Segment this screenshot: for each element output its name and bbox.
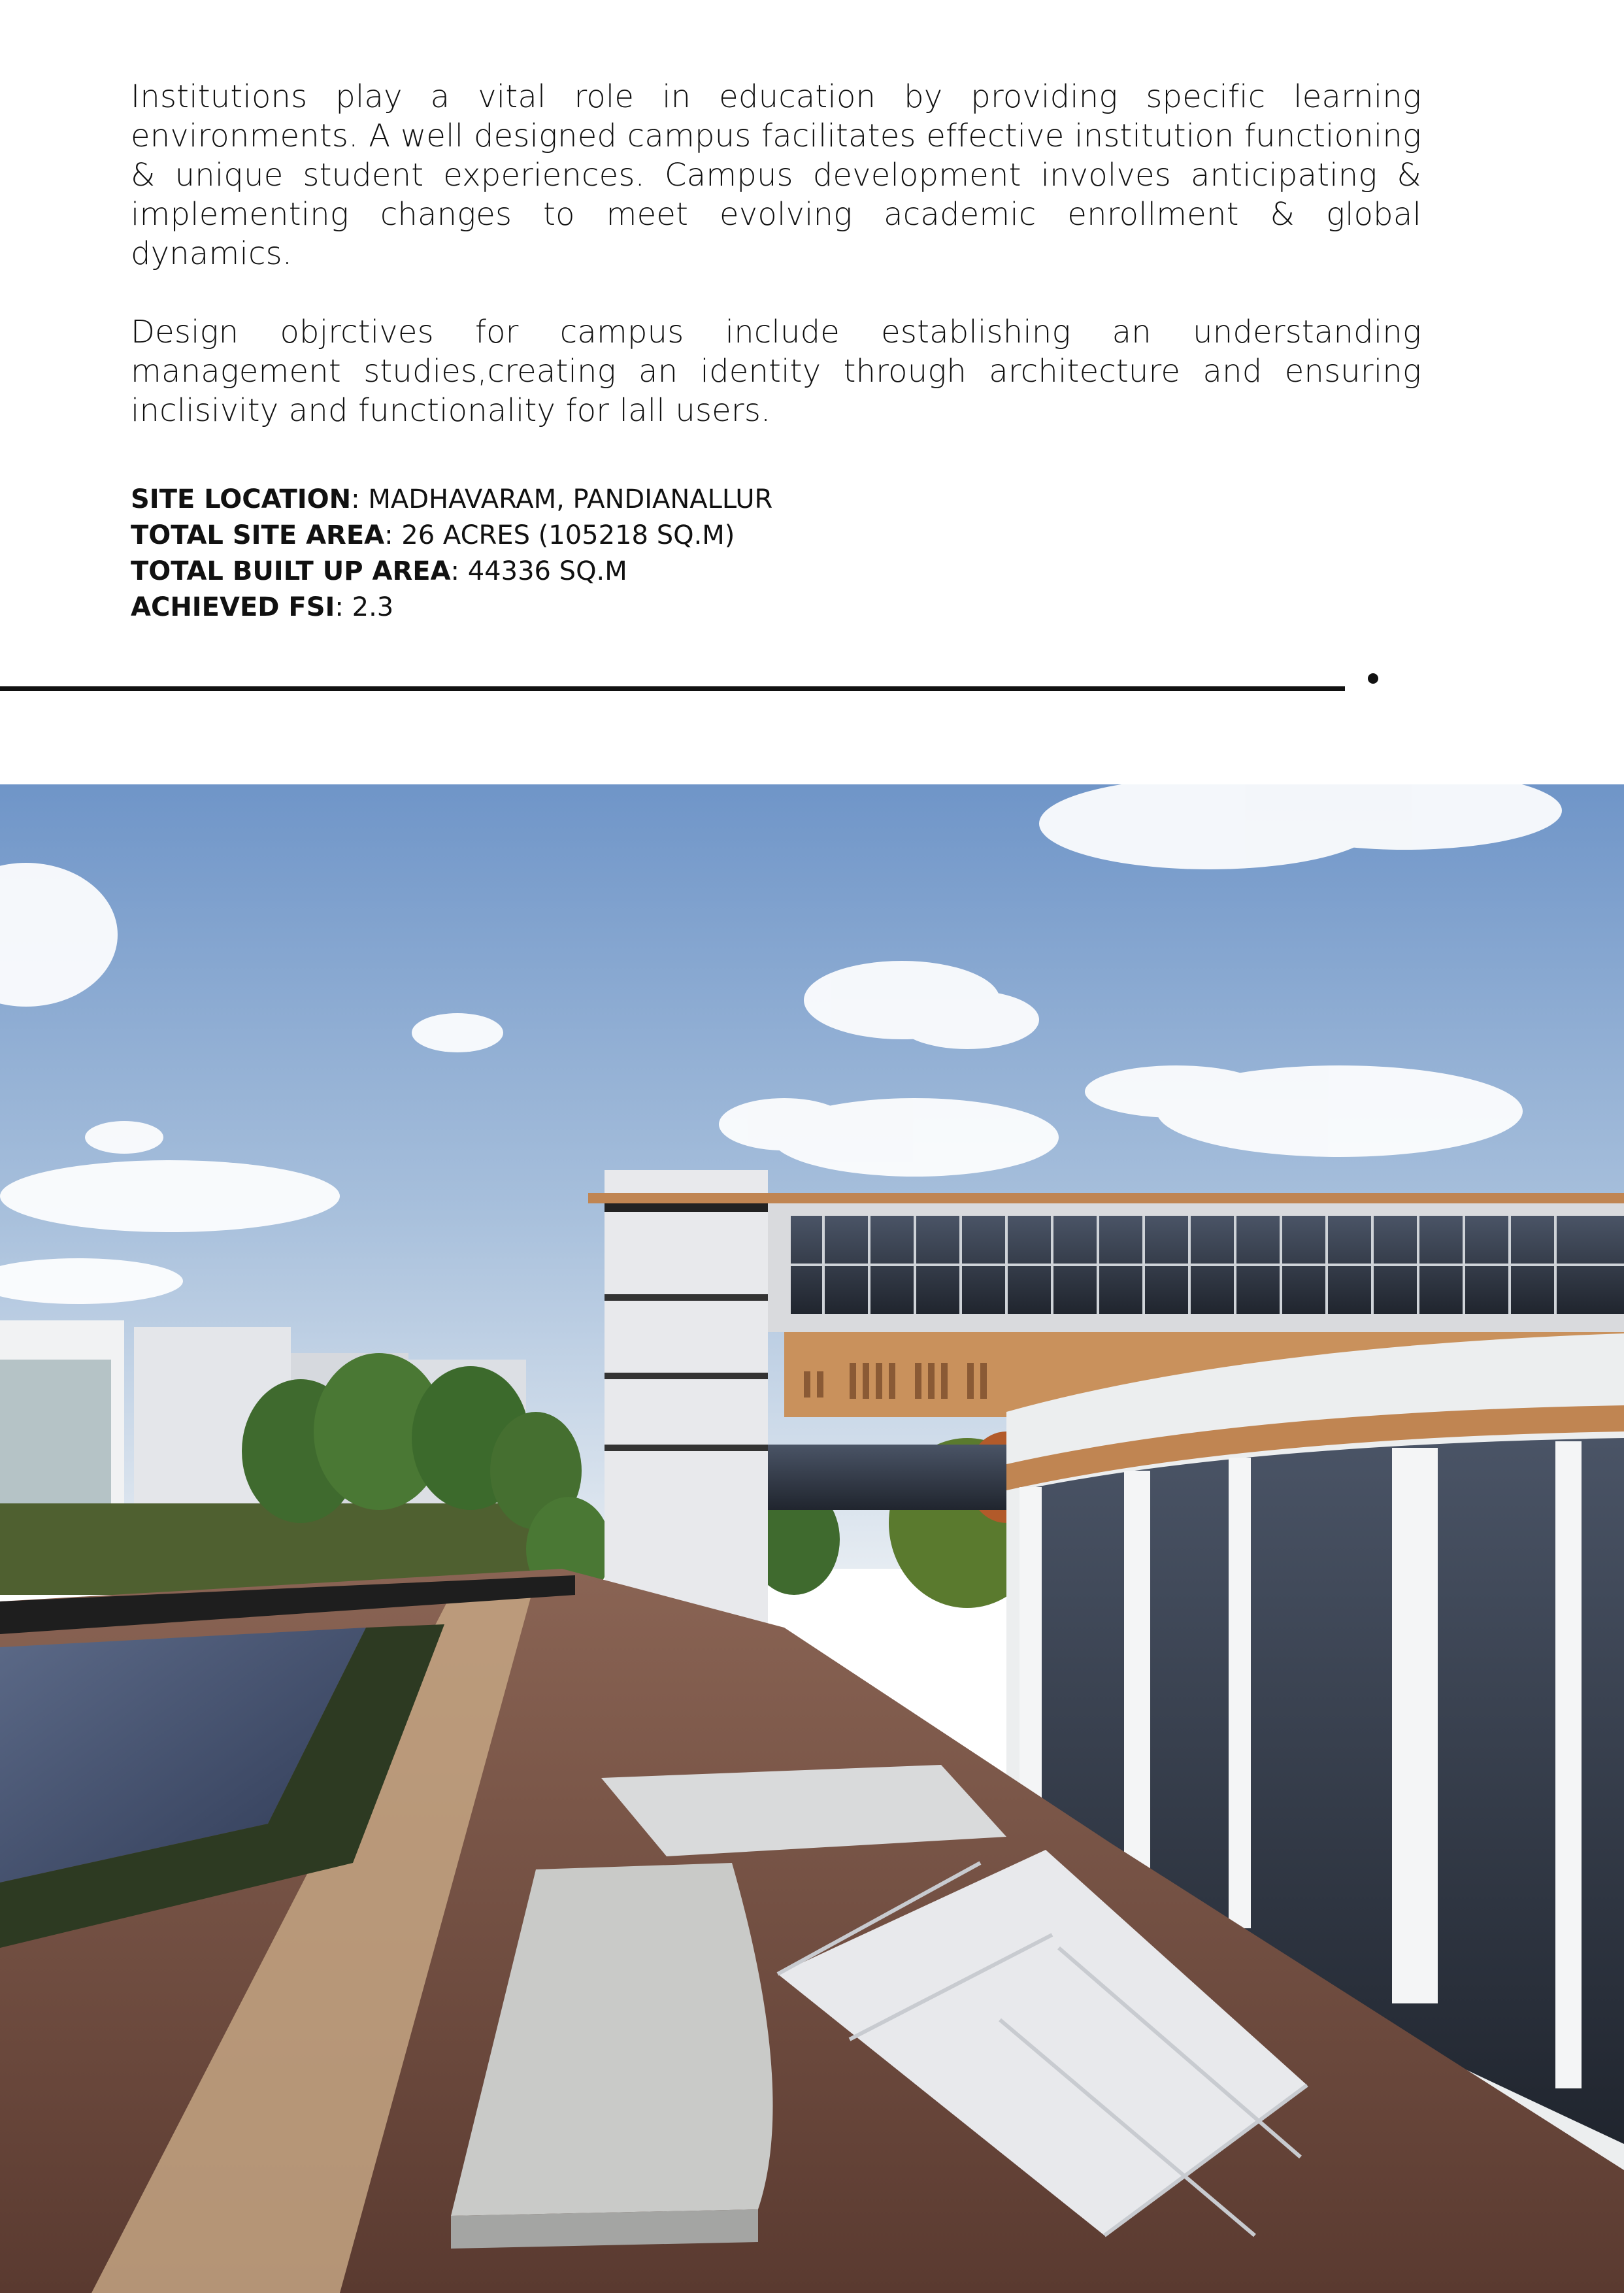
fact-value: : 2.3 <box>335 592 394 622</box>
divider-dot <box>1368 673 1378 684</box>
campus-render-image <box>0 784 1624 2293</box>
intro-paragraph: Institutions play a vital role in education by providing specific learning environments. A well designed campus facilitates effective institution functioning & unique student experiences. Campus development involves anticipating & implementing changes to meet evolving academic enrollment & global dynamics. <box>131 78 1421 272</box>
fact-label: ACHIEVED FSI <box>131 592 335 622</box>
intro-text <box>131 77 1421 469</box>
fact-value: : 26 ACRES (105218 SQ.M) <box>384 520 735 550</box>
fact-total-site-area <box>131 518 772 554</box>
wood-band <box>588 1193 1624 1203</box>
fact-label: TOTAL BUILT UP AREA <box>131 556 451 586</box>
fact-value: : MADHAVARAM, PANDIANALLUR <box>351 484 773 514</box>
site-facts <box>131 482 772 626</box>
fact-site-location <box>131 482 772 518</box>
divider-line <box>0 686 1345 691</box>
fact-achieved-fsi <box>131 590 772 626</box>
fact-value: : 44336 SQ.M <box>450 556 627 586</box>
fact-total-built-up-area <box>131 554 772 590</box>
fact-label: TOTAL SITE AREA <box>131 520 385 550</box>
fact-label: SITE LOCATION <box>131 484 352 514</box>
objectives-paragraph: Design objrctives for campus include establishing an understanding management studies,creating an identity through architecture and ensuring inclisivity and functionality for lall users. <box>131 314 1421 429</box>
